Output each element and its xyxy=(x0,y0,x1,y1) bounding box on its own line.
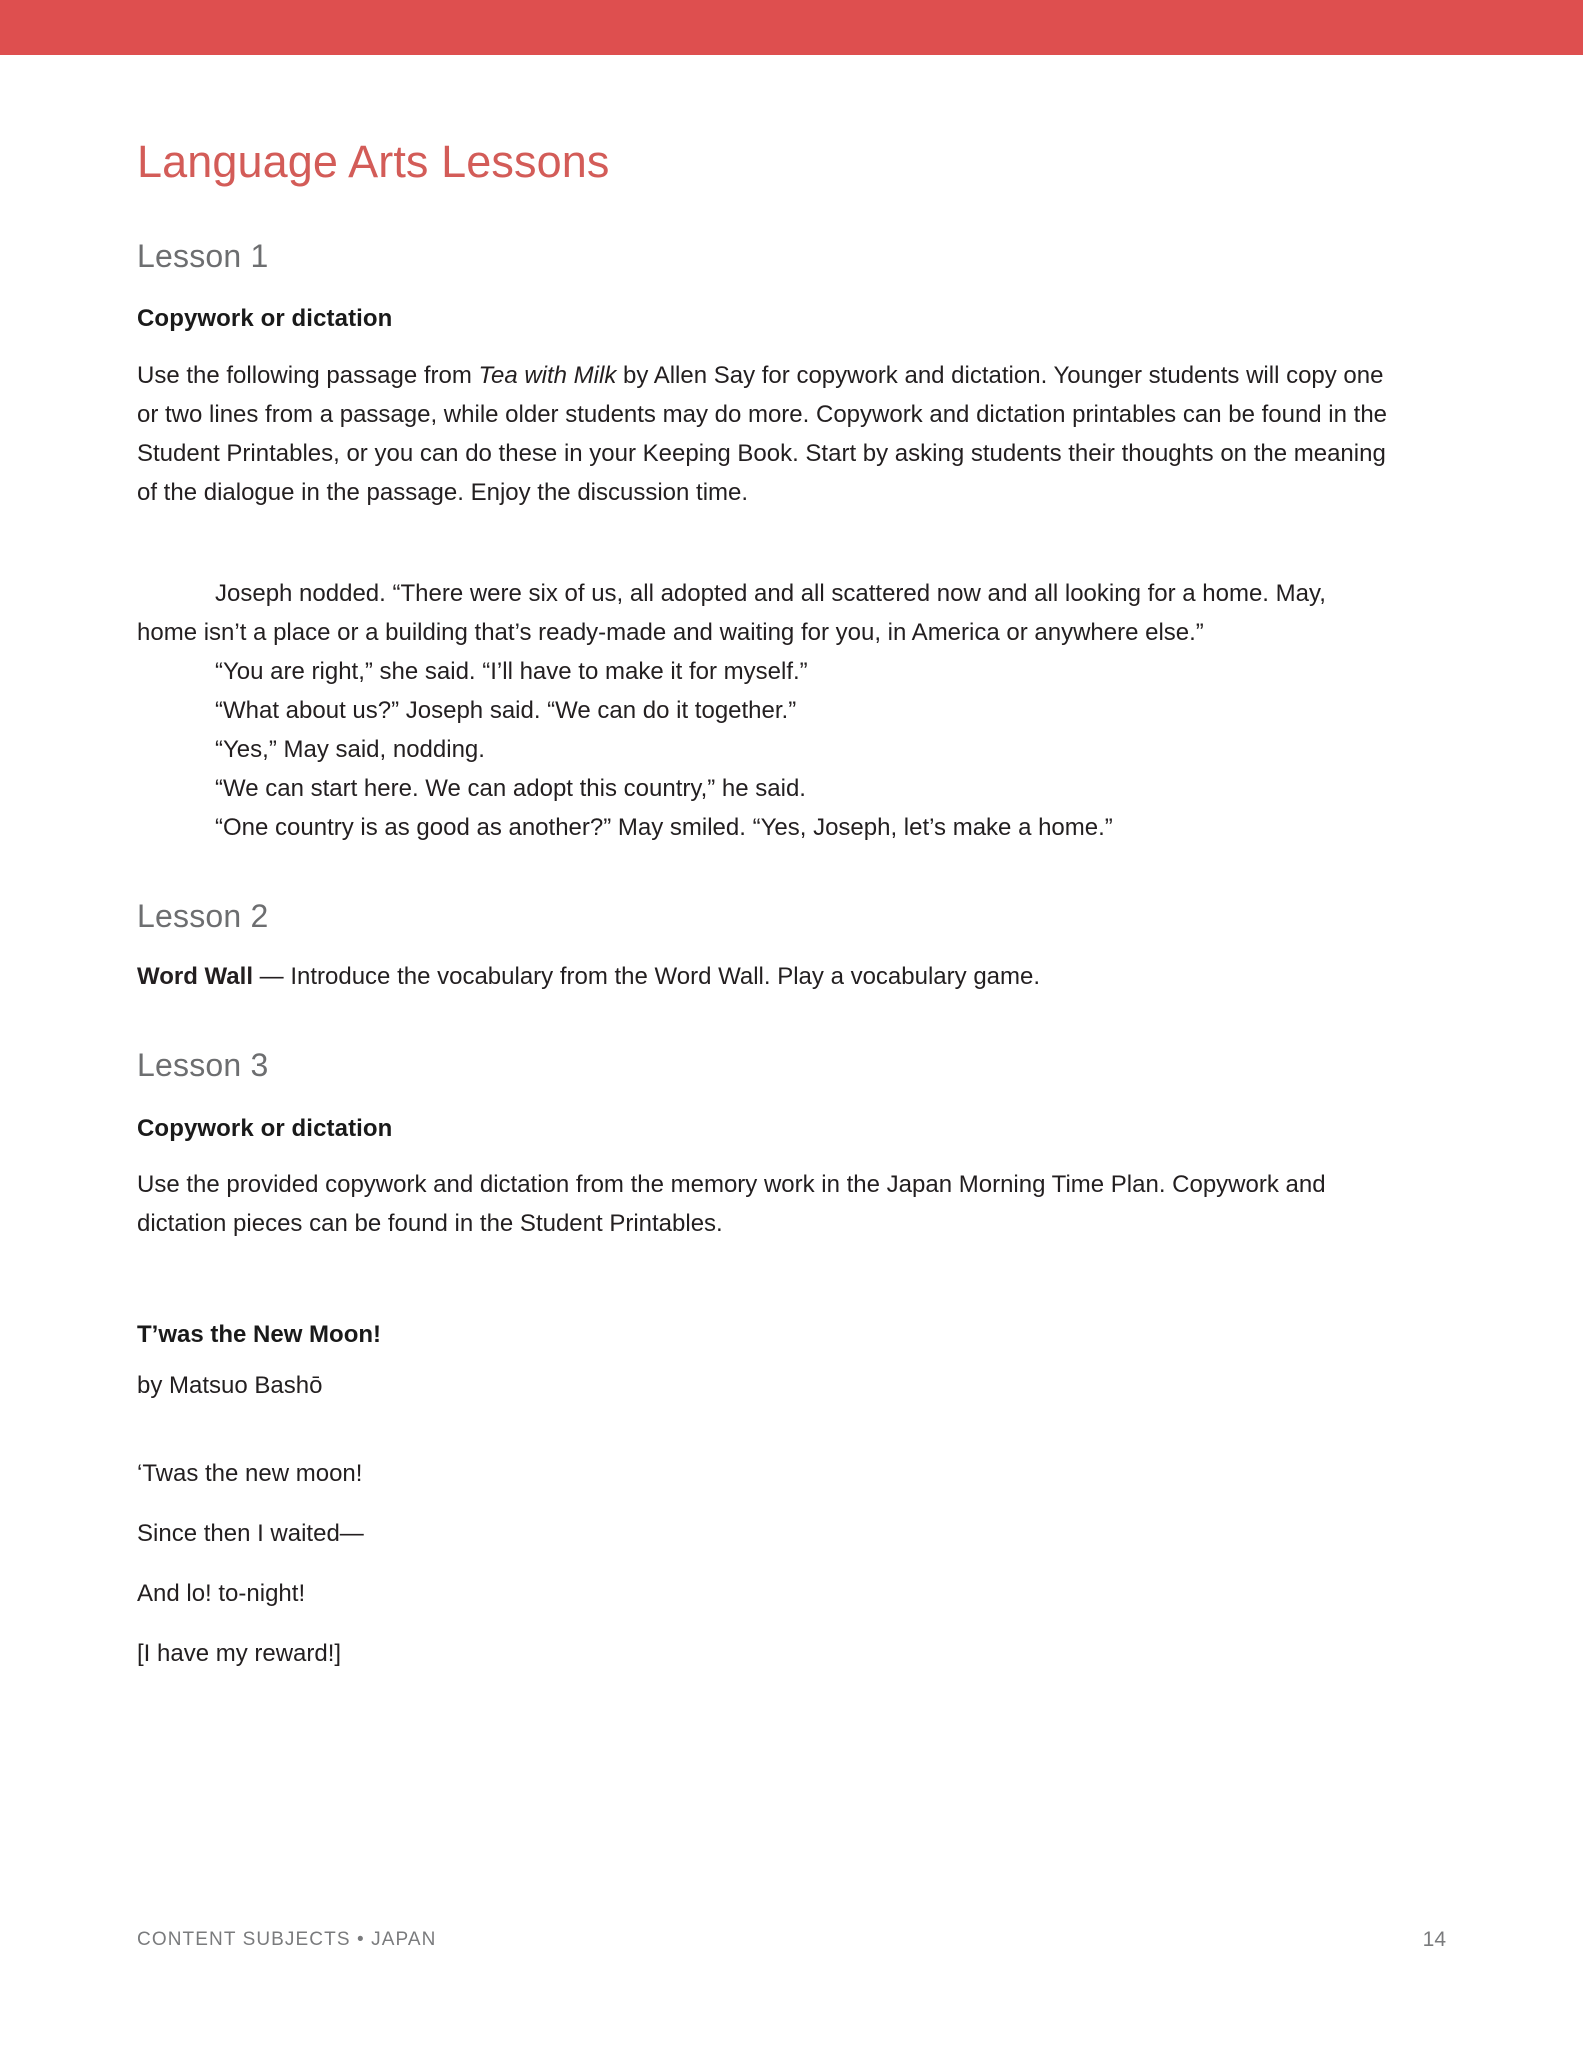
lesson-2-body-rest: — Introduce the vocabulary from the Word Wall. Play a vocabulary game. xyxy=(253,962,1041,990)
lesson-1-heading: Lesson 1 xyxy=(137,237,269,274)
lesson-3-body-paragraph: Use the provided copywork and dictation from the memory work in the Japan Morning Time Plan. Copywork and dictation pieces can be found in the Student Printables. xyxy=(137,1171,1326,1238)
page-footer xyxy=(137,1925,1446,1955)
poem-line: [I have my reward!] xyxy=(137,1640,342,1668)
page-content xyxy=(0,55,1583,1699)
footer-breadcrumb: CONTENT SUBJECTS • JAPAN xyxy=(137,1929,437,1950)
lesson-2-heading: Lesson 2 xyxy=(137,898,269,935)
lesson-1-intro-paragraph xyxy=(137,356,1387,512)
word-wall-label: Word Wall xyxy=(137,962,253,990)
footer-page-number: 14 xyxy=(1422,1928,1446,1951)
poem-line: ‘Twas the new moon! xyxy=(137,1460,363,1488)
quote-dialogue-list xyxy=(137,652,1392,847)
lesson-3-subheading: Copywork or dictation xyxy=(137,1114,393,1142)
lesson-1-subheading: Copywork or dictation xyxy=(137,305,393,333)
poem-lines-list xyxy=(137,1459,1446,1669)
top-accent-banner xyxy=(0,0,1583,55)
poem-line: Since then I waited— xyxy=(137,1520,364,1548)
intro-text-after: by Allen Say for copywork and dictation. Younger students will copy one or two lines from a passage, while older students may do more. Copywork and dictation printables can be found in the Student Printables, or you can do these in your Keeping Book. Start by asking students their thoughts on the meaning of the dialogue in the passage. Enjoy the discussion time. xyxy=(137,362,1388,507)
page-title: Language Arts Lessons xyxy=(137,136,610,187)
poem-title: T’was the New Moon! xyxy=(137,1321,382,1349)
intro-text-before: Use the following passage from xyxy=(137,362,479,390)
poem-line: And lo! to-night! xyxy=(137,1580,306,1608)
lesson-1-quote-block xyxy=(137,574,1392,847)
quote-dialogue-line: “You are right,” she said. “I’ll have to make it for myself.” xyxy=(215,658,808,686)
book-title-italic: Tea with Milk xyxy=(478,362,617,390)
quote-dialogue-line: “Yes,” May said, nodding. xyxy=(215,736,485,764)
quote-dialogue-line: “What about us?” Joseph said. “We can do it together.” xyxy=(215,697,797,725)
quote-lead-paragraph: Joseph nodded. “There were six of us, all adopted and all scattered now and all looking for a home. May, home isn’t a place or a building that’s ready-made and waiting for you, in America or anywhere else.” xyxy=(137,580,1326,647)
quote-dialogue-line: “One country is as good as another?” May smiled. “Yes, Joseph, let’s make a home.” xyxy=(215,814,1113,842)
poem-author: by Matsuo Bashō xyxy=(137,1372,323,1400)
lesson-3-heading: Lesson 3 xyxy=(137,1046,269,1083)
quote-dialogue-line: “We can start here. We can adopt this country,” he said. xyxy=(215,775,806,803)
lesson-2-body-paragraph xyxy=(137,957,1387,996)
